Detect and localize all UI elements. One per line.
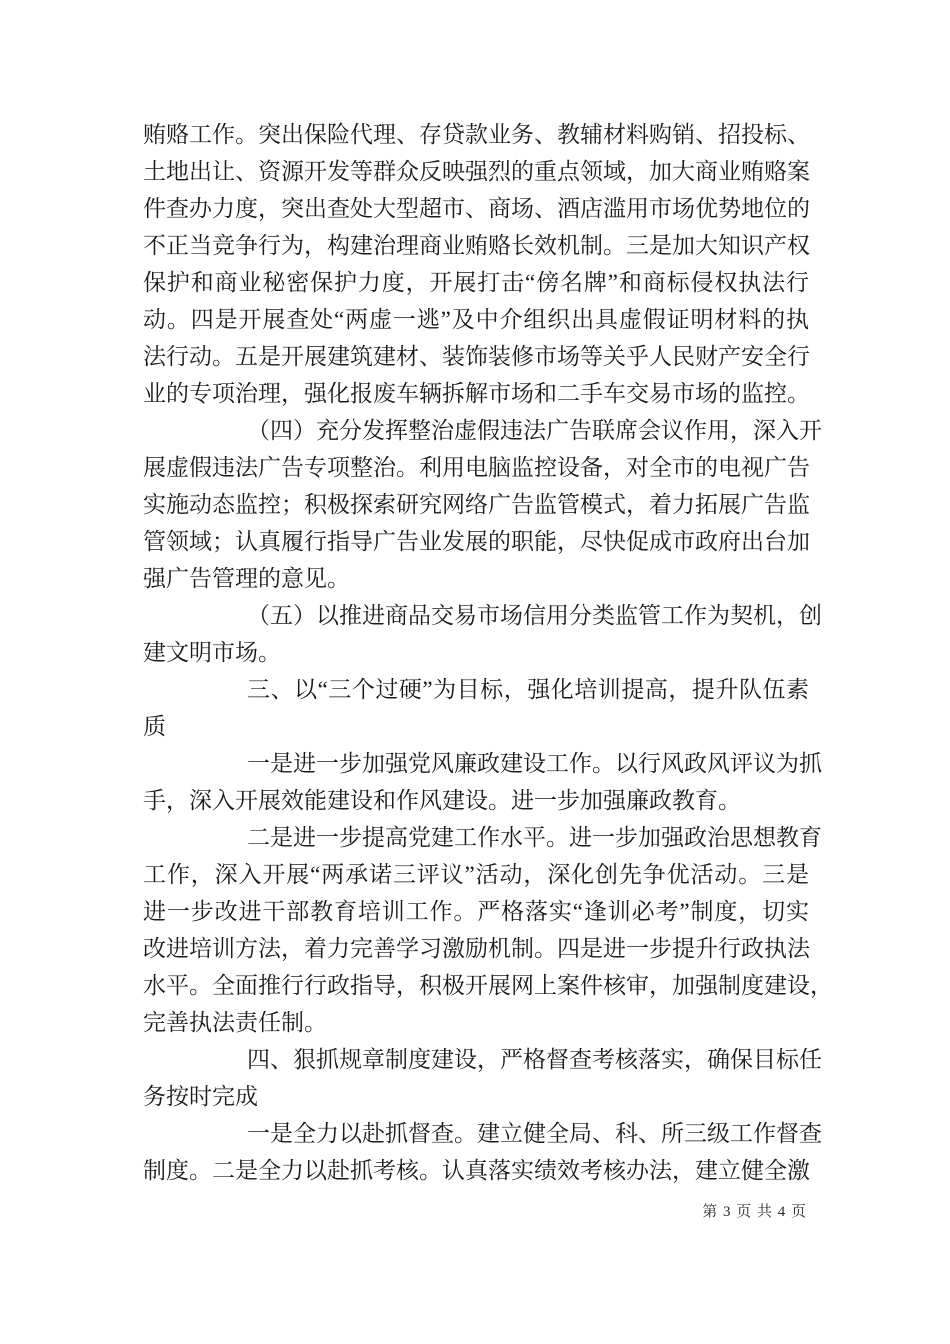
text-line: 二是进一步提高党建工作水平。进一步加强政治思想教育 (247, 825, 822, 850)
text-line: 法行动。五是开展建筑建材、装饰装修市场等关乎人民财产安全行 (143, 344, 810, 369)
text-line: 件查办力度，突出查处大型超市、商场、酒店滥用市场优势地位的 (143, 196, 810, 221)
text-line: 制度。二是全力以赴抓考核。认真落实绩效考核办法，建立健全激 (143, 1158, 810, 1183)
text-line: 管领域；认真履行指导广告业发展的职能，尽快促成市政府出台加 (143, 529, 810, 554)
text-line: 贿赂工作。突出保险代理、存贷款业务、教辅材料购销、招投标、 (143, 122, 810, 147)
text-line: 动。四是开展查处“两虚一逃”及中介组织出具虚假证明材料的执 (143, 307, 809, 332)
text-line: 土地出让、资源开发等群众反映强烈的重点领域，加大商业贿赂案 (143, 159, 810, 184)
text-line: （四）充分发挥整治虚假违法广告联席会议作用，深入开 (247, 418, 822, 443)
text-line: 手，深入开展效能建设和作风建设。进一步加强廉政教育。 (143, 788, 741, 813)
text-line: 四、狠抓规章制度建设，严格督查考核落实，确保目标任 (247, 1047, 822, 1072)
text-line: 改进培训方法，着力完善学习激励机制。四是进一步提升行政执法 (143, 936, 810, 961)
page-footer (702, 1200, 807, 1224)
text-line: （五）以推进商品交易市场信用分类监管工作为契机，创 (247, 603, 822, 628)
text-line: 建文明市场。 (143, 640, 281, 665)
text-line: 务按时完成 (143, 1084, 258, 1109)
text-line: 一是全力以赴抓督查。建立健全局、科、所三级工作督查 (247, 1121, 822, 1146)
text-line: 进一步改进干部教育培训工作。严格落实“逢训必考”制度，切实 (143, 899, 809, 924)
page-number-label: 第 3 页 共 4 页 (702, 1204, 807, 1220)
text-line: 质 (143, 714, 166, 739)
text-line: 业的专项治理，强化报废车辆拆解市场和二手车交易市场的监控。 (143, 381, 810, 406)
text-line: 不正当竞争行为，构建治理商业贿赂长效机制。三是加大知识产权 (143, 233, 810, 258)
text-line: 一是进一步加强党风廉政建设工作。以行风政风评议为抓 (247, 751, 822, 776)
text-line: 强广告管理的意见。 (143, 566, 350, 591)
text-line: 水平。全面推行行政指导，积极开展网上案件核审，加强制度建设， (143, 973, 833, 998)
text-line: 完善执法责任制。 (143, 1010, 327, 1035)
text-line: 实施动态监控；积极探索研究网络广告监管模式，着力拓展广告监 (143, 492, 810, 517)
text-line: 三、以“三个过硬”为目标，强化培训提高，提升队伍素 (247, 677, 809, 702)
text-line: 保护和商业秘密保护力度，开展打击“傍名牌”和商标侵权执法行 (143, 270, 809, 295)
document-body (143, 116, 833, 1189)
text-line: 工作，深入开展“两承诺三评议”活动，深化创先争优活动。三是 (143, 862, 809, 887)
text-line: 展虚假违法广告专项整治。利用电脑监控设备，对全市的电视广告 (143, 455, 810, 480)
